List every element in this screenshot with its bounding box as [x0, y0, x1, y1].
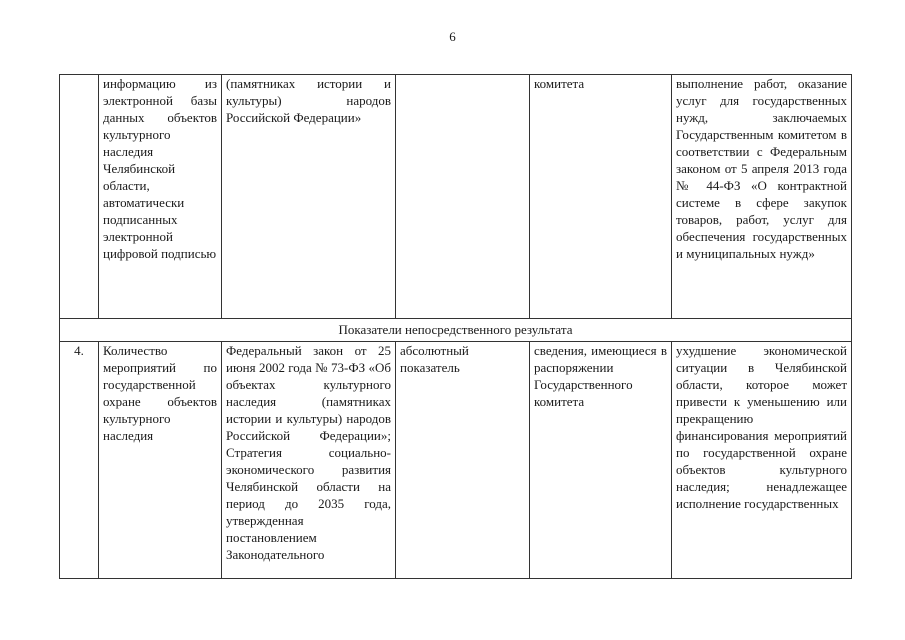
cell-legal-basis: (памятниках истории и культуры) народов Российской Федерации»: [222, 75, 396, 319]
cell-number: [60, 75, 99, 319]
section-header: Показатели непосредственного результата: [60, 319, 852, 342]
cell-data-source: сведения, имеющиеся в распоряжении Государственного комитета: [530, 342, 672, 579]
cell-indicator-name: информацию из электронной базы данных объектов культурного наследия Челябинской области, автоматически подписанных электронной цифровой подписью: [99, 75, 222, 319]
page-number: 6: [449, 29, 456, 44]
cell-legal-basis: Федеральный закон от 25 июня 2002 года № 73-ФЗ «Об объектах культурного наследия (памятниках истории и культуры) народов Российской Федерации»; Стратегия социально-экономического развития Челябинской области на период до 2035 года, утвержденная постановлением Законодательного: [222, 342, 396, 579]
cell-number: 4.: [60, 342, 99, 579]
table-row: [60, 342, 852, 579]
cell-unit: абсолютный показатель: [396, 342, 530, 579]
cell-risk-factors: ухудшение экономической ситуации в Челябинской области, которое может привести к уменьшению или прекращению финансирования мероприятий по государственной охране объектов культурного наследия; ненадлежащее исполнение государственных: [672, 342, 852, 579]
cell-indicator-name: Количество мероприятий по государственной охране объектов культурного наследия: [99, 342, 222, 579]
indicators-table: [59, 74, 852, 579]
cell-unit: [396, 75, 530, 319]
section-header-row: [60, 319, 852, 342]
table-row: [60, 75, 852, 319]
cell-risk-factors: выполнение работ, оказание услуг для государственных нужд, заключаемых Государственным комитетом в соответствии с Федеральным законом от 5 апреля 2013 года № 44-ФЗ «О контрактной системе в сфере закупок товаров, работ, услуг для обеспечения государственных и муниципальных нужд»: [672, 75, 852, 319]
cell-data-source: комитета: [530, 75, 672, 319]
